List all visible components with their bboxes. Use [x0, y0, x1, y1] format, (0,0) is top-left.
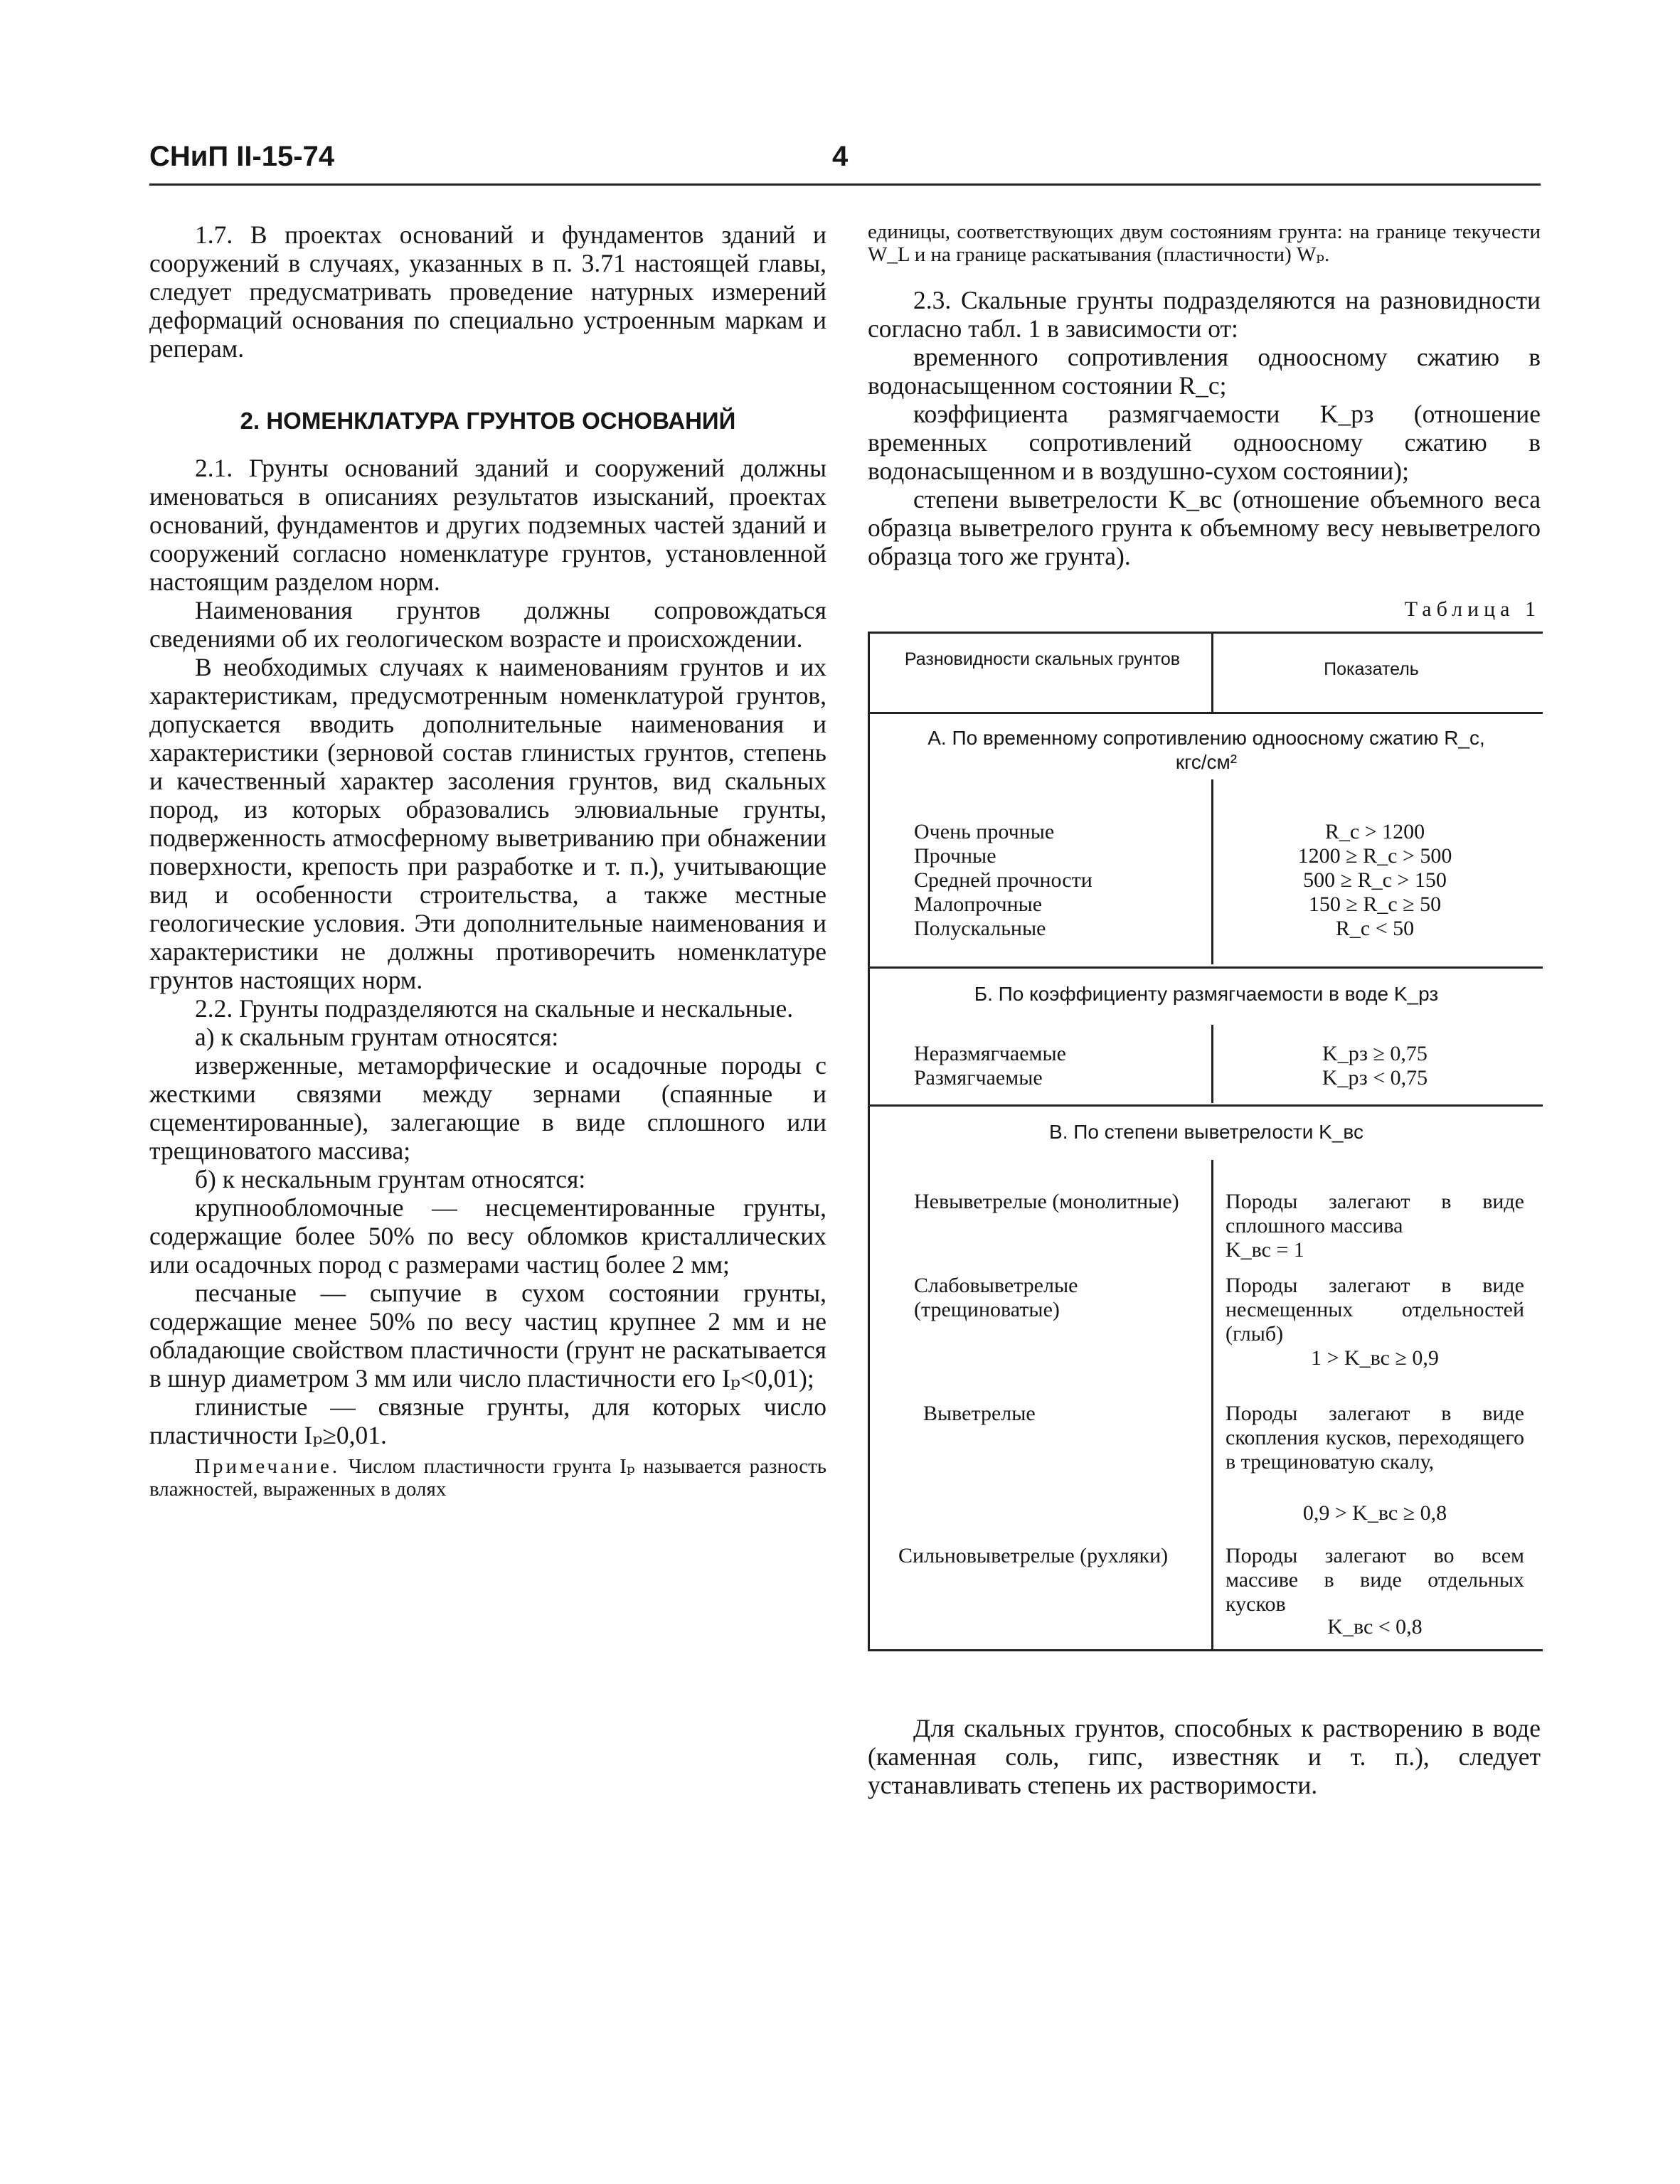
table-caption: Таблица 1: [1404, 597, 1541, 621]
row-a-label: Малопрочные: [914, 893, 1043, 916]
paragraph-additional-names: В необходимых случаях к наименованиям грунтов и их характеристикам, предусмотренным номенклатурой грунтов, допускается вводить дополнительные наименования и характеристики (зерновой состав глинистых грунтов, степень и качественный характер засоления грунтов, вид скальных пород, из которых образовались элювиальные грунты, подверженность атмосферному выветриванию при обнажении поверхности, крепость при разработке и т. п.), учитывающие вид и особенности строительства, а также местные геологические условия. Эти дополнительные наименования и характеристики не должны противоречить номенклатуре грунтов настоящих норм.: [149, 653, 826, 994]
page-number: 4: [832, 141, 849, 172]
note-text: Числом пластичности грунта Iₚ называется разность влажностей, выраженных в долях: [149, 1455, 826, 1501]
row-a-label: Средней прочности: [914, 868, 1092, 892]
row-a-label: Прочные: [914, 844, 996, 868]
clay-definition: глинистые — связные грунты, для которых число пластичности Iₚ≥0,01.: [149, 1392, 826, 1449]
paragraph-2-2: 2.2. Грунты подразделяются на скальные и нескальные.: [195, 994, 794, 1023]
table-rule: [870, 712, 1543, 714]
row-b-value: K_рз ≥ 0,75: [1322, 1042, 1428, 1065]
table-divider: [1211, 1025, 1213, 1103]
criterion-softening: коэффициента размягчаемости K_рз (отношение временных сопротивлений одноосному сжатию в водонасыщенном и в воздушно-сухом состоянии);: [868, 400, 1541, 485]
table-rule: [870, 966, 1543, 969]
row-c-value: K_вс = 1: [1226, 1238, 1304, 1262]
row-a-value: R_c > 1200: [1324, 820, 1425, 843]
row-c-value: 0,9 > K_вс ≥ 0,8: [1302, 1501, 1447, 1525]
document-code: СНиП II-15-74: [149, 141, 335, 172]
table-divider: [1211, 779, 1213, 964]
running-header: [149, 141, 1541, 186]
row-a-value: 1200 ≥ R_c > 500: [1297, 844, 1452, 868]
paragraph-2-3: 2.3. Скальные грунты подразделяются на разновидности согласно табл. 1 в зависимости от:: [868, 286, 1541, 343]
row-c-label: Выветрелые: [923, 1402, 1036, 1425]
criterion-weathering: степени выветрелости K_вс (отношение объемного веса образца выветрелого грунта к объемному весу невыветрелого образца того же грунта).: [868, 485, 1541, 570]
paragraph-2-1: 2.1. Грунты оснований зданий и сооружений должны именоваться в описаниях результатов изысканий, проектах оснований, фундаментов и других подземных частей зданий и сооружений согласно номенклатуре грунтов, установленной настоящим разделом норм.: [149, 454, 826, 596]
row-c-value: 1 > K_вс ≥ 0,9: [1311, 1346, 1439, 1370]
table-divider: [1211, 634, 1213, 712]
section-c-title: В. По степени выветрелости K_вс: [1049, 1121, 1363, 1143]
row-a-value: 150 ≥ R_c ≥ 50: [1308, 893, 1442, 916]
list-heading-rock: а) к скальным грунтам относятся:: [195, 1023, 559, 1051]
row-c-desc: Породы залегают в виде сплошного массива: [1226, 1190, 1524, 1237]
paragraph-1-7: 1.7. В проектах оснований и фундаментов зданий и сооружений в случаях, указанных в п. 3.71 настоящей главы, следует предусматривать проведение натурных измерений деформаций основания по специально устроенным маркам и реперам.: [149, 220, 826, 363]
sand-definition: песчаные — сыпучие в сухом состоянии грунты, содержащие менее 50% по весу частиц крупнее 2 мм и не обладающие свойством пластичности (грунт не раскатывается в шнур диаметром 3 мм или число пластичности его Iₚ<0,01);: [149, 1279, 826, 1392]
table-header-varieties: Разновидности скальных грунтов: [904, 649, 1181, 669]
row-a-value: R_c < 50: [1335, 917, 1415, 940]
table-header-indicator: Показатель: [1324, 659, 1419, 679]
table-divider: [1211, 1160, 1213, 1649]
row-b-value: K_рз < 0,75: [1322, 1066, 1428, 1090]
list-heading-nonrock: б) к нескальным грунтам относятся:: [195, 1165, 586, 1193]
note-continuation: единицы, соответствующих двум состояниям грунта: на границе текучести W_L и на границе раскатывания (пластичности) Wₚ.: [868, 220, 1541, 266]
rock-soil-table: [868, 632, 1543, 1651]
criterion-strength: временного сопротивления одноосному сжатию в водонасыщенном состоянии R_c;: [868, 343, 1541, 400]
table-rule: [870, 1104, 1543, 1107]
row-a-label: Очень прочные: [914, 820, 1055, 843]
row-a-value: 500 ≥ R_c > 150: [1303, 868, 1447, 892]
rock-definition: изверженные, метаморфические и осадочные породы с жесткими связями между зернами (спаянные и сцементированные), залегающие в виде сплошного или трещиноватого массива;: [149, 1051, 826, 1165]
note-label: Примечание.: [195, 1455, 341, 1478]
row-c-desc: Породы залегают в виде скопления кусков, переходящего в трещиноватую скалу,: [1226, 1402, 1524, 1474]
row-c-value: K_вс < 0,8: [1327, 1615, 1423, 1639]
row-b-label: Неразмягчаемые: [914, 1042, 1066, 1065]
left-column: [149, 220, 826, 1501]
section-b-title: Б. По коэффициенту размягчаемости в воде K_рз: [974, 983, 1439, 1005]
note: [149, 1455, 826, 1501]
row-c-label: Невыветрелые (монолитные): [914, 1190, 1179, 1213]
row-c-label: Сильновыветрелые (рухляки): [898, 1544, 1169, 1567]
row-c-desc: Породы залегают во всем массиве в виде отдельных кусков: [1226, 1544, 1524, 1616]
section-title: 2. НОМЕНКЛАТУРА ГРУНТОВ ОСНОВАНИЙ: [240, 407, 736, 434]
row-c-desc: Породы залегают в виде несмещенных отдельностей (глыб): [1226, 1274, 1524, 1346]
paragraph-soluble: Для скальных грунтов, способных к растворению в воде (каменная соль, гипс, известняк и т. п.), следует устанавливать степень их растворимости.: [868, 1714, 1541, 1799]
row-b-label: Размягчаемые: [914, 1066, 1043, 1090]
right-column: [868, 220, 1541, 1799]
row-c-label: Слабовыветрелые (трещиноватые): [914, 1274, 1078, 1321]
paragraph-soil-names: Наименования грунтов должны сопровождаться сведениями об их геологическом возрасте и происхождении.: [149, 596, 826, 653]
section-a-title: А. По временному сопротивлению одноосному сжатию R_c, кгс/см²: [927, 727, 1485, 773]
row-a-label: Полускальные: [914, 917, 1046, 940]
coarse-definition: крупнообломочные — несцементированные грунты, содержащие более 50% по весу обломков кристаллических или осадочных пород с размерами частиц более 2 мм;: [149, 1193, 826, 1279]
